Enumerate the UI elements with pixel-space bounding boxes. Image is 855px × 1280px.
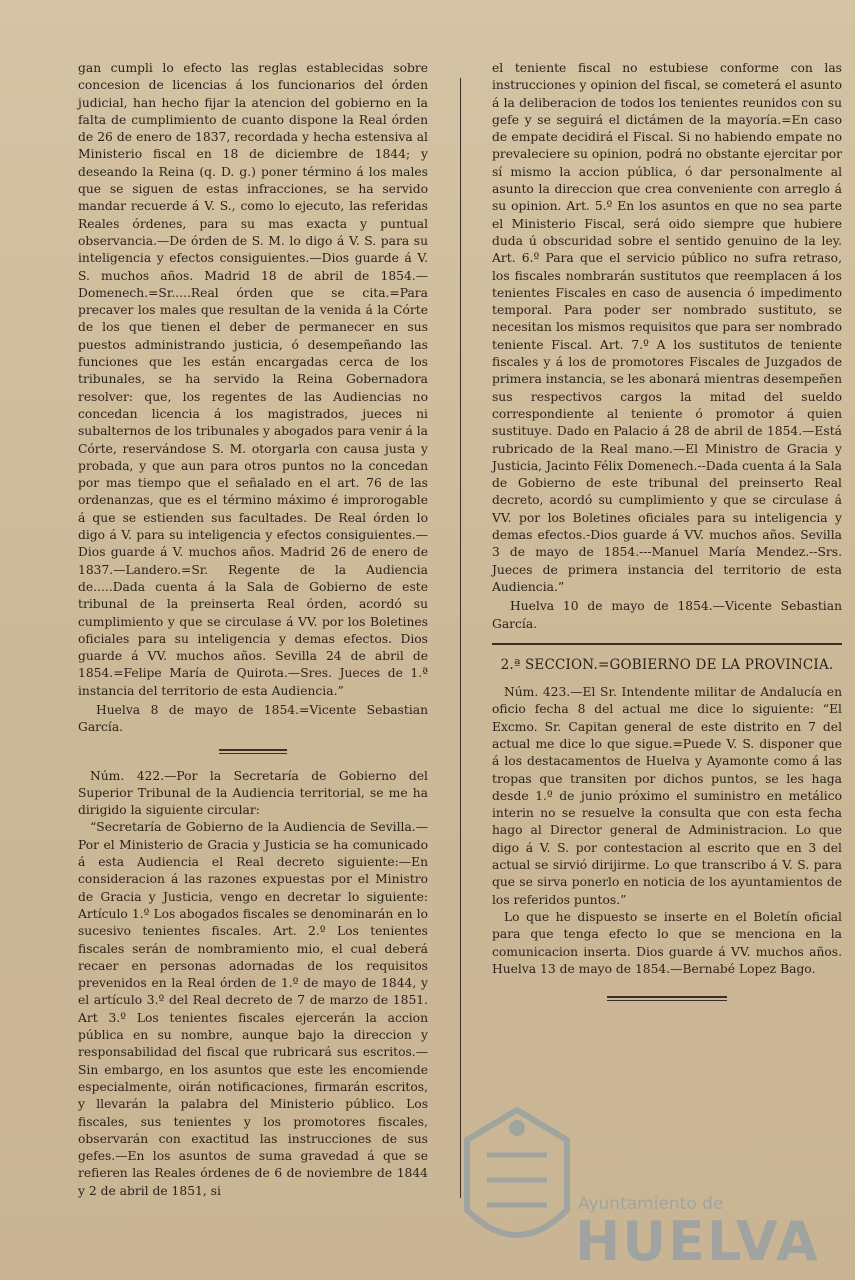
left-paragraph-2: Núm. 422.—Por la Secretaría de Gobierno del Superior Tribunal de la Audiencia territorial, se me ha dirigido la siguiente circular: [78, 768, 428, 818]
right-paragraph-1: el teniente fiscal no estubiese conforme con las instrucciones y opinion del fiscal, se cometerá el asunto á la deliberacion de todos los tenientes reunidos con su gefe y se seguirá el dictámen de la mayoría.=En caso de empate decidirá el Fiscal. Si no habiendo empate no prevaleciere su opinion, podrá no obstante ejercitar por sí mismo la accion pública, ó dar personalmente al asunto la direccion que crea conveniente con arreglo á su opinion. Art. 5.º En los asuntos en que no sea parte el Ministerio Fiscal, será oido siempre que hubiere duda ú obscuridad sobre el sentido genuino de la ley. Art. 6.º Para que el servicio público no sufra retraso, los fiscales nombrarán sustitutos que reemplacen á los tenientes Fiscales en caso de ausencia ó impedimento temporal. Para poder ser nombrado sustituto, se necesitan los mismos requisitos que para ser nombrado teniente Fiscal. Art. 7.º A los sustitutos de teniente fiscales y á los de promotores Fiscales de Juzgados de primera instancia, se les abonará mientras desempeñen sus respectivos cargos la mitad del sueldo correspondiente al teniente ó promotor á quien sustituye. Dado en Palacio á 28 de abril de 1854.—Está rubricado de la Real mano.—El Ministro de Gracia y Justicia, Jacinto Félix Domenech.--Dada cuenta á la Sala de Gobierno de este tribunal del preinserto Real decreto, acordó su cumplimiento y que se circulase á VV. por los Boletines oficiales para su inteligencia y demas efectos.-Dios guarde á VV. muchos años. Sevilla 3 de mayo de 1854.---Manuel María Mendez.--Srs. Jueces de primera instancia del territorio de esta Audiencia.” [492, 61, 842, 594]
watermark-title: HUELVA [575, 1210, 820, 1273]
right-column [492, 60, 842, 1011]
short-rule [219, 749, 287, 754]
column-divider [460, 78, 461, 1198]
watermark-subtitle: Ayuntamiento de [578, 1194, 724, 1214]
right-paragraph-3: Lo que he dispuesto se inserte en el Boletín oficial para que tenga efecto lo que se menciona en la comunicacion inserta. Dios guarde á VV. muchos años. Huelva 13 de mayo de 1854.—Bernabé Lopez Bago. [492, 909, 842, 976]
left-column [78, 60, 428, 1200]
right-paragraph-2: Núm. 423.—El Sr. Intendente militar de Andalucía en oficio fecha 8 del actual me dice lo siguiente: “El Excmo. Sr. Capitan general de este distrito en 7 del actual me dice lo que sigue.=Puede V. S. disponer que á los destacamentos de Huelva y Ayamonte como á las tropas que transiten por dichos puntos, se les haga desde 1.º de junio próximo el suministro en metálico interin no se resuelve la consulta que con esta fecha hago al Director general de Administracion. Lo que digo á V. S. por contestacion al escrito que en 3 del actual se sirvió dirijirme. Lo que transcribo á V. S. para que se sirva ponerlo en noticia de los ayuntamientos de los referidos puntos.” [492, 685, 842, 907]
left-paragraph-1: gan cumpli lo efecto las reglas establecidas sobre concesion de licencias á los funcionarios del órden judicial, han hecho fijar la atencion del gobierno en la falta de cumplimiento de cuanto dispone la Real órden de 26 de enero de 1837, recordada y hecha estensiva al Ministerio fiscal en 18 de diciembre de 1844; y deseando la Reina (q. D. g.) poner término á los males que se siguen de estas infracciones, se ha servido mandar recuerde á V. S., como lo ejecuto, las referidas Reales órdenes, para su mas exacta y puntual observancia.—De órden de S. M. lo digo á V. S. para su inteligencia y efectos consiguientes.—Dios guarde á V. S. muchos años. Madrid 18 de abril de 1854.—Domenech.=Sr.....Real órden que se cita.=Para precaver los males que resultan de la venida á la Córte de los que tienen el deber de permanecer en sus puestos administrando justicia, ó desempeñando las funciones que les están encargadas cerca de los tribunales, se ha servido la Reina Gobernadora resolver: que, los regentes de las Audiencias no concedan licencia á los magistrados, jueces ni subalternos de los tribunales y abogados para venir á la Córte, reservándose S. M. otorgarla con causa justa y probada, y que aun para otros puntos no la concedan por mas tiempo que el señalado en el art. 76 de las ordenanzas, que es el término máximo é improrogable á que se estienden sus facultades. De Real órden lo digo á V. para su inteligencia y efectos consiguientes.—Dios guarde á V. muchos años. Madrid 26 de enero de 1837.—Landero.=Sr. Regente de la Audiencia de.....Dada cuenta á la Sala de Gobierno de este tribunal de la preinserta Real órden, acordó su cumplimiento y que se circulase á VV. por los Boletines oficiales para su inteligencia y demas efectos. Dios guarde á VV. muchos años. Sevilla 24 de abril de 1854.=Felipe María de Quirota.—Sres. Jueces de 1.ª instancia del territorio de esta Audiencia.” [78, 61, 428, 698]
left-signature-1: Huelva 8 de mayo de 1854.=Vicente Sebastian García. [78, 702, 428, 735]
end-rule [607, 996, 727, 1001]
left-paragraph-3: “Secretaría de Gobierno de la Audiencia de Sevilla.—Por el Ministerio de Gracia y Justicia se ha comunicado á esta Audiencia el Real decreto siguiente:—En consideracion á las razones expuestas por el Ministro de Gracia y Justicia, vengo en decretar lo siguiente: Artículo 1.º Los abogados fiscales se denominarán en lo sucesivo tenientes fiscales. Art. 2.º Los tenientes fiscales serán de nombramiento mio, el cual deberá recaer en personas adornadas de los requisitos prevenidos en la Real órden de 1.º de mayo de 1844, y el artículo 3.º del Real decreto de 7 de marzo de 1851. Art 3.º Los tenientes fiscales ejercerán la accion pública en su nombre, aunque bajo la direccion y responsabilidad del fiscal que rubricará sus escritos.—Sin embargo, en los asuntos que este les encomiende especialmente, oirán notificaciones, firmarán escritos, y llevarán la palabra del Ministerio público. Los fiscales, sus tenientes y los promotores fiscales, observarán con exactitud las instrucciones de sus gefes.—En los asuntos de suma gravedad á que se refieren las Reales órdenes de 6 de noviembre de 1844 y 2 de abril de 1851, si [78, 820, 428, 1198]
right-signature-1: Huelva 10 de mayo de 1854.—Vicente Sebastian García. [492, 599, 842, 631]
section-heading: 2.ª SECCION.=GOBIERNO DE LA PROVINCIA. [500, 656, 834, 673]
archive-watermark [455, 1090, 835, 1273]
seal-icon [457, 1100, 577, 1260]
section-rule [492, 643, 842, 645]
